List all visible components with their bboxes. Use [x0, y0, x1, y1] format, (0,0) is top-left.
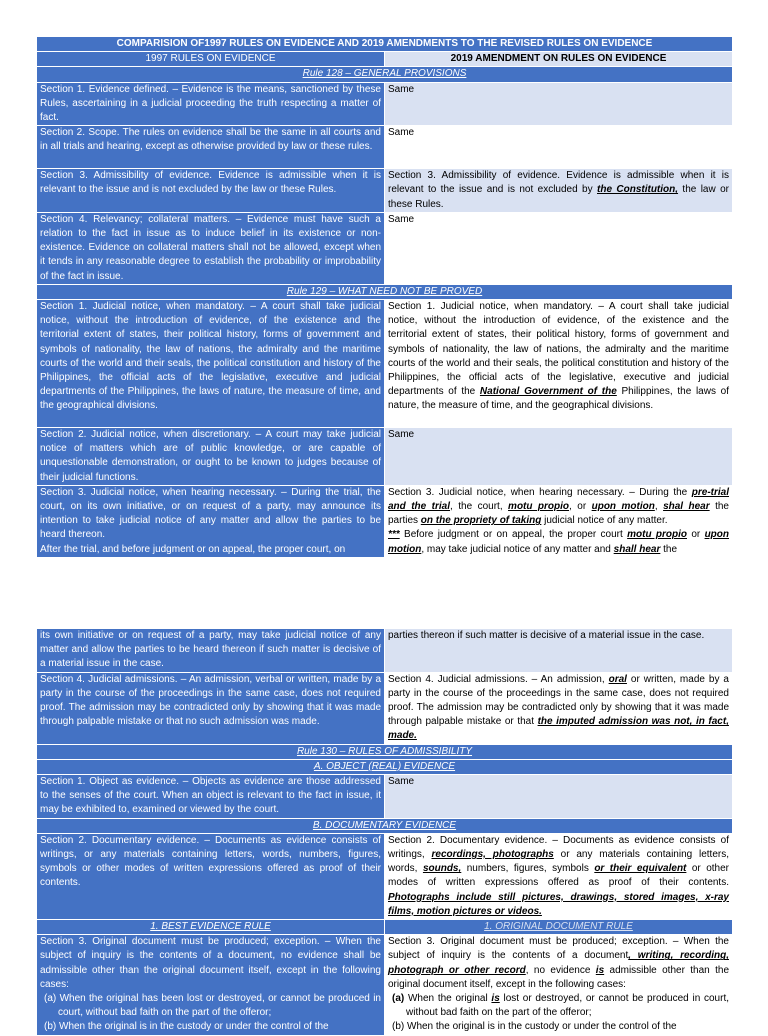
comparison-table [36, 36, 733, 558]
r128-s1-2019: Same [385, 82, 733, 126]
r128-s3-1997: Section 3. Admissibility of evidence. Evidence is admissible when it is relevant to the issue and is not excluded by the law or these Rules. [37, 169, 385, 213]
r129-s3-2019: Section 3. Judicial notice, when hearing necessary. – During the pre-trial and the trial, the court, motu propio, or upon motion, shal hear the parties on the propriety of taking judicial notice of any matter. *** Before judgment or on appeal, the proper court motu propio or upon motion, may take judicial notice of any matter and shall hear the [385, 485, 733, 557]
rule-129-heading: Rule 129 – WHAT NEED NOT BE PROVED [37, 284, 733, 299]
r129-s3-1997: Section 3. Judicial notice, when hearing necessary. – During the trial, the court, on its own initiative, or on request of a party, may announce its intention to take judicial notice of any matter and allow the parties to be heard thereon. After the trial, and before judgment or on appeal, the proper court, on [37, 485, 385, 557]
r128-s2-2019: Same [385, 126, 733, 169]
r128-s1-1997: Section 1. Evidence defined. – Evidence is the means, sanctioned by these Rules, ascertaining in a judicial proceeding the truth respecting a matter of fact. [37, 82, 385, 126]
table-title: COMPARISION OF1997 RULES ON EVIDENCE AND 2019 AMENDMENTS TO THE REVISED RULES ON EVIDENCE [37, 37, 733, 52]
r128-s4-2019: Same [385, 212, 733, 284]
document-page-1 [36, 36, 733, 554]
r130-s2-2019: Section 2. Documentary evidence. – Documents as evidence consists of writings, recordings, photographs or any materials containing letters, words, sounds, numbers, figures, symbols or their equivalent or other modes of written expressions offered as proof of their contents. Photographs include still pictures, drawings, stored images, x-ray films, motion pictures or videos. [385, 833, 733, 919]
r129-s3-1997-continued: its own initiative or on request of a party, may take judicial notice of any matter and allow the parties to be heard thereon if such matter is decisive of a material issue in the case. [37, 629, 385, 673]
r130-s1-2019: Same [385, 775, 733, 819]
comparison-table-continued [36, 628, 733, 1036]
r128-s3-2019: Section 3. Admissibility of evidence. Evidence is admissible when it is relevant to the issue and is not excluded by the Constitution, the law or these Rules. [385, 169, 733, 213]
r129-s1-2019: Section 1. Judicial notice, when mandatory. – A court shall take judicial notice, without the introduction of evidence, of the existence and the territorial extent of states, their political history, forms of government and symbols of nationality, the law of nations, the admiralty and the maritime courts of the world and their seals, the political constitution and history of the Philippines, the official acts of the legislative, executive and judicial departments of the National Government of the Philippines, the laws of nature, the measure of time, and the geographical divisions. [385, 300, 733, 428]
r129-s1-1997: Section 1. Judicial notice, when mandatory. – A court shall take judicial notice, without the introduction of evidence, of the existence and the territorial extent of states, their political history, forms of government and symbols of nationality, the law of nations, the admiralty and the maritime courts of the world and their seals, the political constitution and history of the Philippines, the official acts of the legislative, executive and judicial departments of the Philippines, the laws of nature, the measure of time, and the geographical divisions. [37, 300, 385, 428]
column-header-2019: 2019 AMENDMENT ON RULES ON EVIDENCE [385, 52, 733, 67]
rule-128-heading: Rule 128 – GENERAL PROVISIONS [37, 67, 733, 82]
r130-s2-1997: Section 2. Documentary evidence. – Documents as evidence consists of writings, or any materials containing letters, words, numbers, figures, symbols or other modes of written expressions offered as proof of their contents. [37, 833, 385, 919]
section-b-heading: B. DOCUMENTARY EVIDENCE [37, 818, 733, 833]
r129-s4-2019: Section 4. Judicial admissions. – An admission, oral or written, made by a party in the course of the proceedings in the same case, does not required proof. The admission may be contradicted only by showing that it was made through palpable mistake or that the imputed admission was not, in fact, made. [385, 672, 733, 744]
original-document-rule-heading: 1. ORIGINAL DOCUMENT RULE [385, 920, 733, 935]
r130-s3-1997: Section 3. Original document must be produced; exception. – When the subject of inquiry is the contents of a document, no evidence shall be admissible other than the original document itself, except in the following cases: (a) When the original has been lost or destroyed, or cannot be produced in court, without bad faith on the part of the offeror; (b) When the original is in the custody or under the control of the [37, 935, 385, 1035]
r129-s3-2019-continued: parties thereon if such matter is decisive of a material issue in the case. [385, 629, 733, 673]
r129-s2-1997: Section 2. Judicial notice, when discretionary. – A court may take judicial notice of matters which are of public knowledge, or are capable of unquestionable demonstration, or ought to be known to judges because of their judicial functions. [37, 428, 385, 486]
r129-s2-2019: Same [385, 428, 733, 486]
rule-130-heading: Rule 130 – RULES OF ADMISSIBILITY [37, 744, 733, 759]
section-a-heading: A. OBJECT (REAL) EVIDENCE [37, 759, 733, 774]
r128-s4-1997: Section 4. Relevancy; collateral matters. – Evidence must have such a relation to the fact in issue as to induce belief in its existence or non-existence. Evidence on collateral matters shall not be allowed, except when it tends in any reasonable degree to establish the probability or improbability of the fact in issue. [37, 212, 385, 284]
document-page-2 [36, 628, 733, 1033]
best-evidence-rule-heading: 1. BEST EVIDENCE RULE [37, 920, 385, 935]
column-header-1997: 1997 RULES ON EVIDENCE [37, 52, 385, 67]
r130-s3-2019: Section 3. Original document must be produced; exception. – When the subject of inquiry is the contents of a document, writing, recording, photograph or other record, no evidence is admissible other than the original document itself, except in the following cases: (a) When the original is lost or destroyed, or cannot be produced in court, without bad faith on the part of the offeror; (b) When the original is in the custody or under the control of the [385, 935, 733, 1035]
r128-s2-1997: Section 2. Scope. The rules on evidence shall be the same in all courts and in all trials and hearing, except as otherwise provided by law or these rules. [37, 126, 385, 169]
r130-s1-1997: Section 1. Object as evidence. – Objects as evidence are those addressed to the senses of the court. When an object is relevant to the fact in issue, it may be exhibited to, examined or viewed by the court. [37, 775, 385, 819]
r129-s4-1997: Section 4. Judicial admissions. – An admission, verbal or written, made by a party in the course of the proceedings in the same case, does not required proof. The admission may be contradicted only by showing that it was made through palpable mistake or that no such admission was made. [37, 672, 385, 744]
